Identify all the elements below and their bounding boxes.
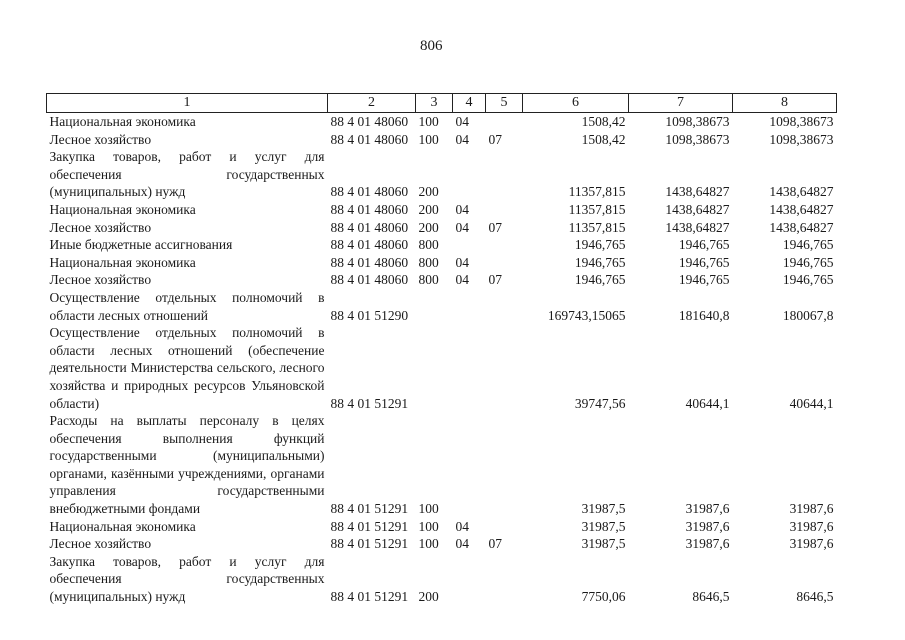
row-col-5	[486, 518, 523, 536]
page-number: 806	[420, 38, 443, 54]
row-value-7: 1946,765	[678, 237, 730, 253]
row-col-4	[453, 553, 486, 606]
table-row	[47, 289, 837, 324]
row-col-4: 04	[455, 131, 469, 147]
row-value-8: 1438,64827	[769, 219, 834, 235]
row-col-5	[486, 254, 523, 272]
row-code: 88 4 01 48060	[330, 114, 409, 129]
row-code: 88 4 01 51291	[330, 536, 409, 552]
row-code: 88 4 01 51291	[330, 395, 409, 411]
table-body	[47, 113, 837, 606]
row-code: 88 4 01 51291	[330, 501, 409, 517]
row-code: 88 4 01 48060	[330, 237, 409, 253]
row-col-4	[453, 324, 486, 412]
row-code: 88 4 01 51290	[330, 307, 409, 323]
row-value-6: 169743,15065	[547, 307, 626, 323]
row-name: Осуществление отдельных полномочий в области лесных отношений	[49, 289, 325, 323]
row-value-8: 1438,64827	[769, 201, 834, 217]
row-name: Расходы на выплаты персоналу в целях обеспечения выполнения функций государственными (муниципальными) органами, казёнными учреждениями, органами управления государственными внебюджетными фондами	[49, 413, 325, 517]
row-name: Национальная экономика	[49, 114, 196, 129]
row-value-6: 1508,42	[581, 114, 626, 129]
budget-table	[46, 93, 837, 606]
row-value-7: 1098,38673	[665, 114, 730, 129]
row-value-7: 8646,5	[692, 589, 730, 605]
col-header-3: 3	[416, 94, 453, 113]
table-row	[47, 113, 837, 131]
row-col-3	[416, 289, 453, 324]
table-row	[47, 219, 837, 237]
row-col-4	[453, 148, 486, 201]
table-row	[47, 254, 837, 272]
row-col-4	[453, 412, 486, 518]
row-value-6: 1946,765	[574, 254, 626, 270]
row-col-4: 04	[455, 254, 469, 270]
row-value-7: 1438,64827	[665, 219, 730, 235]
row-col-4: 04	[455, 518, 469, 534]
col-header-6: 6	[523, 94, 629, 113]
row-name: Национальная экономика	[49, 201, 196, 217]
row-col-4: 04	[455, 219, 469, 235]
row-value-6: 39747,56	[574, 395, 626, 411]
row-code: 88 4 01 51291	[330, 589, 409, 605]
table-row	[47, 148, 837, 201]
row-col-3: 200	[418, 201, 439, 217]
row-code: 88 4 01 48060	[330, 254, 409, 270]
row-value-6: 31987,5	[581, 536, 626, 552]
table-row	[47, 201, 837, 219]
row-value-8: 1946,765	[782, 237, 834, 253]
row-code: 88 4 01 48060	[330, 201, 409, 217]
row-value-8: 40644,1	[789, 395, 834, 411]
row-value-6: 11357,815	[568, 201, 626, 217]
row-value-8: 1946,765	[782, 272, 834, 288]
row-col-4: 04	[455, 114, 469, 129]
row-value-6: 11357,815	[568, 184, 626, 200]
table-row	[47, 553, 837, 606]
row-name: Лесное хозяйство	[49, 131, 152, 147]
row-col-3: 100	[418, 114, 439, 129]
row-name: Закупка товаров, работ и услуг для обеспечения государственных (муниципальных) нужд	[49, 553, 325, 605]
row-col-5: 07	[488, 272, 502, 288]
row-name: Осуществление отдельных полномочий в области лесных отношений (обеспечение деятельности Министерства сельского, лесного хозяйства и природных ресурсов Ульяновской области)	[49, 325, 325, 411]
row-value-8: 31987,6	[789, 536, 834, 552]
row-value-6: 31987,5	[581, 518, 626, 534]
row-value-7: 181640,8	[678, 307, 730, 323]
row-value-7: 1438,64827	[665, 184, 730, 200]
col-header-2: 2	[328, 94, 416, 113]
col-header-5: 5	[486, 94, 523, 113]
row-col-5	[486, 113, 523, 131]
row-col-3: 200	[418, 219, 439, 235]
row-value-6: 1946,765	[574, 237, 626, 253]
row-name: Лесное хозяйство	[49, 536, 152, 552]
row-name: Национальная экономика	[49, 518, 196, 534]
row-col-5	[486, 236, 523, 254]
row-value-8: 31987,6	[789, 518, 834, 534]
row-name: Закупка товаров, работ и услуг для обеспечения государственных (муниципальных) нужд	[49, 149, 325, 200]
col-header-7: 7	[629, 94, 733, 113]
row-col-5	[486, 324, 523, 412]
row-code: 88 4 01 48060	[330, 184, 409, 200]
row-col-3: 100	[418, 518, 439, 534]
row-col-5	[486, 553, 523, 606]
row-value-6: 11357,815	[568, 219, 626, 235]
row-value-8: 180067,8	[782, 307, 834, 323]
row-col-5: 07	[488, 219, 502, 235]
row-code: 88 4 01 51291	[330, 518, 409, 534]
row-value-7: 40644,1	[685, 395, 730, 411]
table-row	[47, 412, 837, 518]
row-col-3: 100	[418, 501, 439, 517]
row-col-3: 800	[418, 254, 439, 270]
row-value-8: 1098,38673	[769, 131, 834, 147]
table-row	[47, 518, 837, 536]
row-value-8: 8646,5	[796, 589, 834, 605]
row-col-5	[486, 201, 523, 219]
row-value-7: 31987,6	[685, 536, 730, 552]
col-header-8: 8	[733, 94, 837, 113]
row-value-6: 1508,42	[581, 131, 626, 147]
table-row	[47, 271, 837, 289]
row-col-4	[453, 236, 486, 254]
row-col-5	[486, 289, 523, 324]
row-col-3: 200	[418, 184, 439, 200]
row-value-8: 31987,6	[789, 501, 834, 517]
col-header-4: 4	[453, 94, 486, 113]
row-col-5	[486, 412, 523, 518]
row-value-8: 1098,38673	[769, 114, 834, 129]
row-col-4: 04	[455, 272, 469, 288]
row-col-3	[416, 324, 453, 412]
row-col-4: 04	[455, 536, 469, 552]
row-name: Лесное хозяйство	[49, 272, 152, 288]
row-value-8: 1946,765	[782, 254, 834, 270]
row-value-6: 1946,765	[574, 272, 626, 288]
row-col-4	[453, 289, 486, 324]
col-header-1: 1	[47, 94, 328, 113]
row-name: Лесное хозяйство	[49, 219, 152, 235]
row-col-3: 800	[418, 237, 439, 253]
row-name: Национальная экономика	[49, 254, 196, 270]
table-row	[47, 535, 837, 553]
row-col-4: 04	[455, 201, 469, 217]
row-code: 88 4 01 48060	[330, 272, 409, 288]
row-code: 88 4 01 48060	[330, 131, 409, 147]
row-value-6: 31987,5	[581, 501, 626, 517]
row-value-7: 31987,6	[685, 501, 730, 517]
row-value-7: 1946,765	[678, 272, 730, 288]
table-row	[47, 324, 837, 412]
header-row	[47, 94, 837, 113]
row-col-3: 100	[418, 131, 439, 147]
table-row	[47, 236, 837, 254]
row-value-7: 1946,765	[678, 254, 730, 270]
table-row	[47, 131, 837, 149]
row-value-7: 31987,6	[685, 518, 730, 534]
row-value-8: 1438,64827	[769, 184, 834, 200]
row-col-3: 100	[418, 536, 439, 552]
row-code: 88 4 01 48060	[330, 219, 409, 235]
row-value-7: 1098,38673	[665, 131, 730, 147]
row-col-5: 07	[488, 536, 502, 552]
row-col-5	[486, 148, 523, 201]
row-name: Иные бюджетные ассигнования	[49, 237, 233, 253]
row-value-7: 1438,64827	[665, 201, 730, 217]
row-col-3: 200	[418, 589, 439, 605]
row-col-3: 800	[418, 272, 439, 288]
row-col-5: 07	[488, 131, 502, 147]
row-value-6: 7750,06	[581, 589, 626, 605]
